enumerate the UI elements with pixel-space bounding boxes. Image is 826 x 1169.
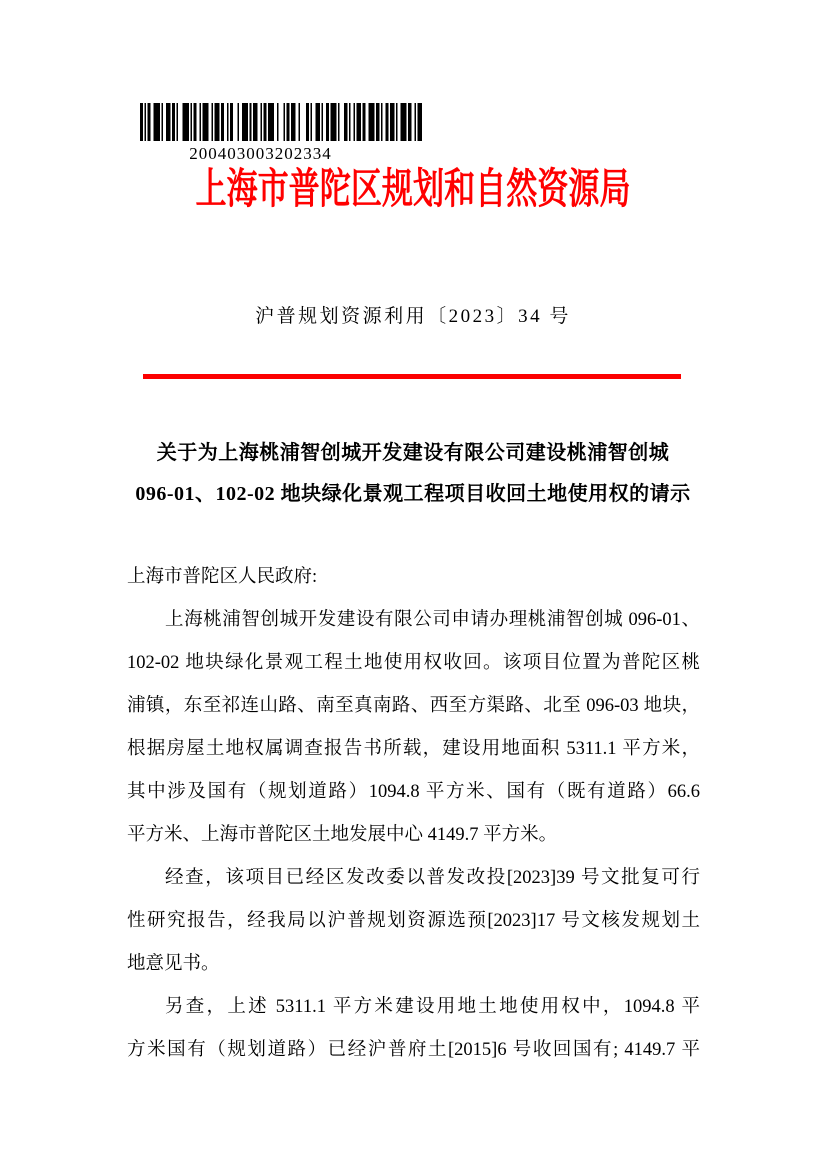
subject-title-line1: 关于为上海桃浦智创城开发建设有限公司建设桃浦智创城 <box>156 442 670 464</box>
barcode-image <box>140 103 425 141</box>
red-divider-line <box>143 374 681 379</box>
body-line: 地意见书。 <box>127 954 220 974</box>
body-line: 其中涉及国有（规划道路）1094.8 平方米、国有（既有道路）66.6 <box>127 782 700 802</box>
salutation: 上海市普陀区人民政府: <box>127 567 318 587</box>
body-line: 平方米、上海市普陀区土地发展中心 4149.7 平方米。 <box>127 825 558 845</box>
body-line: 另查，上述 5311.1 平方米建设用地土地使用权中，1094.8 平 <box>165 997 700 1017</box>
barcode-number: 200403003202334 <box>189 144 332 163</box>
body-line: 根据房屋土地权属调查报告书所载，建设用地面积 5311.1 平方米， <box>127 739 700 759</box>
agency-title <box>0 164 826 216</box>
body-line: 性研究报告，经我局以沪普规划资源选预[2023]17 号文核发规划土 <box>127 911 700 931</box>
body-line: 经查，该项目已经区发改委以普发改投[2023]39 号文批复可行 <box>165 868 700 888</box>
subject-title <box>63 433 763 515</box>
agency-title-text: 上海市普陀区规划和自然资源局 <box>195 167 631 213</box>
body-line: 上海桃浦智创城开发建设有限公司申请办理桃浦智创城 096-01、 <box>165 610 700 630</box>
body-line: 浦镇，东至祁连山路、南至真南路、西至方渠路、北至 096-03 地块， <box>127 696 700 716</box>
body-line: 102-02 地块绿化景观工程土地使用权收回。该项目位置为普陀区桃 <box>127 653 700 673</box>
body-line: 方米国有（规划道路）已经沪普府土[2015]6 号收回国有; 4149.7 平 <box>127 1040 700 1060</box>
document-number: 沪普规划资源利用〔2023〕34 号 <box>255 306 571 327</box>
document-body <box>127 556 700 1072</box>
subject-title-line2: 096-01、102-02 地块绿化景观工程项目收回土地使用权的请示 <box>135 483 691 505</box>
